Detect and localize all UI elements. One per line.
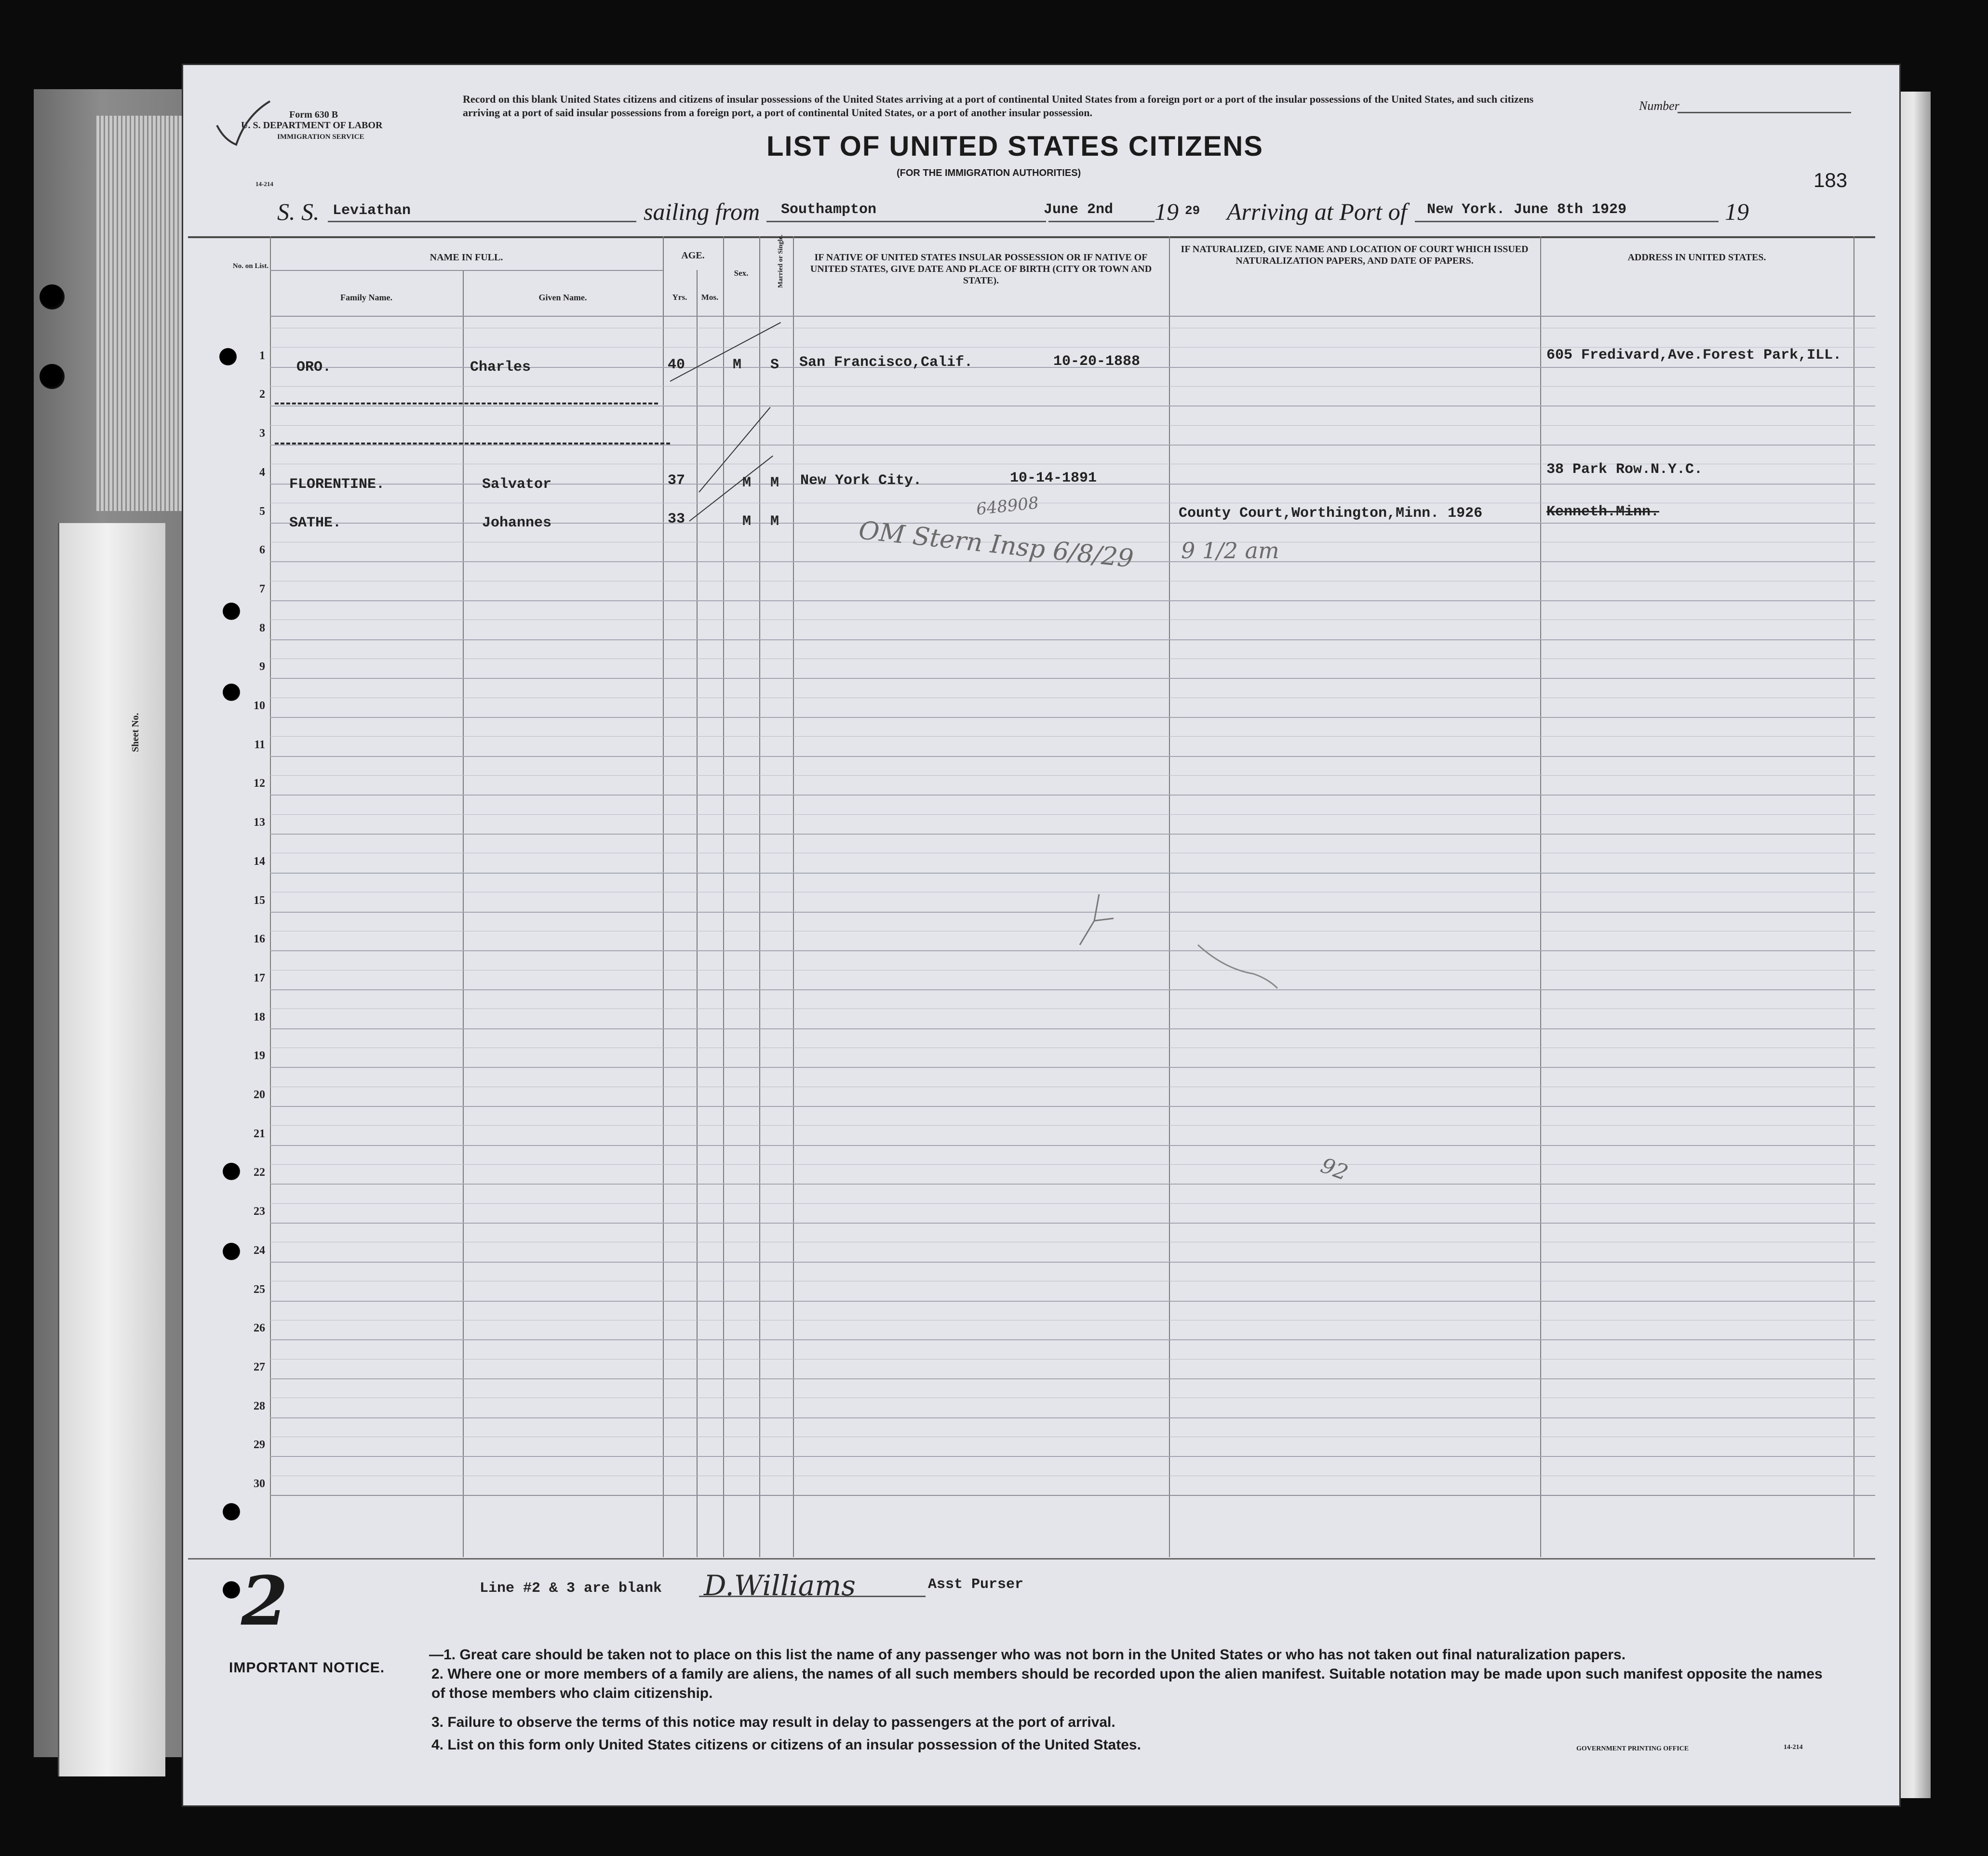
row-number: 13 (254, 816, 265, 829)
entry-5-sex: M (742, 513, 752, 530)
handwritten-number: 648908 (975, 493, 1040, 519)
entry-5-family: SATHE. (289, 515, 342, 531)
manifest-page (183, 65, 1899, 1805)
row-number: 3 (259, 427, 265, 440)
punch-hole (223, 1503, 240, 1520)
form-number: Form 630 B (289, 109, 338, 120)
header-naturalized: IF NATURALIZED, GIVE NAME AND LOCATION OF COURT WHICH ISSUED NATURALIZATION PAPERS, AND DATE OF PAPERS. (1181, 244, 1529, 266)
form-instructions: Record on this blank United States citizens and citizens of insular possessions of the United States arriving at a port of continental United States from a foreign port or a port of the insular possessions of the United States, and such citizens arriving at a port of said insular possessions from a foreign port, a port of continental United States, or a port of another insular possession. (463, 93, 1534, 119)
signature-line (699, 1591, 926, 1597)
purser-signature: D.Williams (704, 1569, 856, 1602)
entry-5-address: Kenneth.Minn. (1546, 504, 1660, 520)
header-sex: Sex. (734, 269, 749, 278)
entry-1-address: 605 Fredivard,Ave.Forest Park,ILL. (1546, 347, 1842, 363)
col-divider (463, 270, 464, 1557)
printer-name: GOVERNMENT PRINTING OFFICE (1576, 1745, 1689, 1752)
punch-hole (223, 684, 240, 701)
sheet-number: 183 (1813, 169, 1848, 191)
entry-1-age: 40 (668, 357, 685, 373)
row-number: 26 (254, 1322, 265, 1334)
header-yrs: Yrs. (672, 293, 687, 302)
notice-item-1: —1. Great care should be taken not to place on this list the name of any passenger who was not born in the United States or who has not taken out final naturalization papers. (429, 1647, 1626, 1663)
row-number: 10 (254, 699, 265, 712)
form-code: 14-214 (255, 180, 273, 188)
row-number: 22 (254, 1166, 265, 1179)
row-number: 12 (254, 777, 265, 790)
ruled-line (270, 1417, 1875, 1418)
entry-5-age: 33 (668, 511, 685, 527)
entry-4-family: FLORENTINE. (289, 476, 385, 493)
row-number: 14 (254, 855, 265, 868)
punch-hole (219, 348, 237, 365)
ruled-line (270, 1203, 1875, 1204)
punch-hole (223, 1163, 240, 1180)
number-line (1678, 107, 1851, 113)
header-age: AGE. (681, 250, 705, 261)
arrival-port: New York. June 8th 1929 (1427, 202, 1627, 218)
pencil-tick (1075, 892, 1123, 950)
notice-item-4: 4. List on this form only United States citizens or citizens of an insular possession of the United States. (431, 1737, 1141, 1753)
row-number: 1 (259, 350, 265, 362)
entry-4-age: 37 (668, 472, 685, 489)
page-subtitle: (FOR THE IMMIGRATION AUTHORITIES) (897, 168, 1081, 178)
header-rule (270, 270, 663, 271)
row-number: 6 (259, 544, 265, 556)
blank-line-3 (275, 443, 670, 444)
ruled-line (270, 794, 1875, 795)
row-number: 18 (254, 1011, 265, 1023)
punch-hole (40, 364, 65, 389)
entry-4-birthplace: New York City. (800, 472, 922, 489)
table-bottom-rule (188, 1558, 1875, 1560)
sailing-date: June 2nd (1044, 202, 1114, 218)
pencil-stroke (1195, 940, 1282, 998)
ruled-line (270, 989, 1875, 990)
port-from: Southampton (781, 202, 877, 218)
header-address: ADDRESS IN UNITED STATES. (1627, 252, 1766, 263)
punch-hole (40, 284, 65, 309)
ruled-line (270, 425, 1875, 426)
notice-item-2: 2. Where one or more members of a family are aliens, the names of all such members should be recorded upon the alien manifest. Suitable notation may be made upon such manifest opposite the names of those members who claim citizenship. (431, 1666, 1823, 1701)
signer-title: Asst Purser (928, 1576, 1024, 1593)
row-number: 21 (254, 1128, 265, 1140)
ruled-line (270, 1164, 1875, 1165)
check-mark-bottom: 2 (241, 1562, 288, 1641)
ruled-line (270, 444, 1875, 445)
ruled-line (270, 775, 1875, 776)
entry-4-sex: M (742, 475, 752, 491)
ruled-line (270, 405, 1875, 406)
punch-hole (223, 1581, 240, 1599)
row-number: 4 (259, 466, 265, 479)
printer-code: 14-214 (1784, 1744, 1803, 1751)
header-no-on-list: No. on List. (232, 262, 269, 270)
ruled-line (270, 639, 1875, 640)
ruled-line (270, 1125, 1875, 1126)
ruled-line (270, 619, 1875, 620)
row-number: 27 (254, 1361, 265, 1373)
number-label: Number (1639, 99, 1679, 113)
ship-name: Leviathan (333, 202, 411, 219)
row-number: 15 (254, 894, 265, 907)
page-title: LIST OF UNITED STATES CITIZENS (766, 131, 1263, 162)
ruled-line (270, 950, 1875, 951)
entry-4-given: Salvator (482, 476, 552, 493)
row-number: 2 (259, 388, 265, 401)
entry-1-given: Charles (470, 359, 531, 376)
notice-item-3: 3. Failure to observe the terms of this notice may result in delay to passengers at the port of arrival. (431, 1714, 1115, 1730)
ss-label: S. S. (277, 198, 320, 225)
entry-5-naturalization: County Court,Worthington,Minn. 1926 (1179, 505, 1483, 522)
header-bottom-rule (270, 316, 1875, 317)
ruled-line (270, 736, 1875, 737)
ruled-line (270, 1339, 1875, 1340)
entry-1-birthdate: 10-20-1888 (1053, 353, 1141, 370)
year-prefix-2: 19 (1725, 198, 1749, 225)
entry-1-sex: M (733, 357, 742, 373)
ruled-line (270, 600, 1875, 601)
row-number: 7 (259, 583, 265, 595)
row-number: 28 (254, 1400, 265, 1412)
blank-line-2 (275, 403, 658, 404)
ruled-line (270, 814, 1875, 815)
sailing-label: sailing from (644, 198, 760, 225)
row-number: 19 (254, 1049, 265, 1062)
row-number: 20 (254, 1089, 265, 1101)
punch-hole (223, 603, 240, 620)
header-name-in-full: NAME IN FULL. (430, 252, 503, 263)
row-number: 24 (254, 1244, 265, 1257)
row-number: 11 (254, 739, 265, 751)
col-divider (697, 270, 698, 1557)
page-stack-edges (96, 116, 183, 511)
header-mos: Mos. (701, 293, 719, 302)
year-prefix: 19 (1155, 198, 1179, 225)
ruled-line (270, 1028, 1875, 1029)
entry-1-family: ORO. (296, 359, 332, 376)
header-given-name: Given Name. (538, 293, 587, 302)
inspector-note: OM Stern Insp 6/8/29 (857, 516, 1135, 574)
page-mark: 92 (1317, 1153, 1352, 1186)
ruled-line (270, 386, 1875, 387)
punch-hole (223, 1243, 240, 1260)
row-number: 23 (254, 1205, 265, 1218)
entry-5-marital: M (770, 513, 779, 530)
table-top-rule (188, 236, 1875, 238)
blank-lines-note: Line #2 & 3 are blank (480, 1580, 662, 1597)
check-mark-top (207, 96, 275, 154)
entry-4-address: 38 Park Row.N.Y.C. (1546, 461, 1703, 478)
department: U. S. DEPARTMENT OF LABOR (241, 120, 383, 131)
service: IMMIGRATION SERVICE (277, 133, 364, 141)
header-family-name: Family Name. (340, 293, 392, 302)
year-suffix: 29 (1185, 203, 1200, 218)
entry-1-marital: S (770, 357, 779, 373)
ruled-line (270, 1378, 1875, 1379)
binding-strip (58, 523, 165, 1776)
entry-5-given: Johannes (482, 515, 552, 531)
entry-1-birthplace: San Francisco,Calif. (799, 354, 973, 371)
header-birth: IF NATIVE OF UNITED STATES INSULAR POSSESSION OR IF NATIVE OF UNITED STATES, GIVE DATE AND PLACE OF BIRTH (CITY OR TOWN AND STATE). (810, 252, 1152, 286)
sheet-no-label: Sheet No. (130, 713, 141, 752)
row-number: 16 (254, 933, 265, 945)
row-number: 30 (254, 1478, 265, 1490)
row-number: 29 (254, 1439, 265, 1451)
row-number: 17 (254, 972, 265, 984)
row-number: 25 (254, 1283, 265, 1296)
row-number: 5 (259, 505, 265, 518)
entry-4-marital: M (770, 475, 779, 491)
arriving-label: Arriving at Port of (1227, 198, 1407, 225)
inspection-time: 9 1/2 am (1181, 538, 1279, 564)
row-number: 9 (259, 660, 265, 673)
row-rule (270, 1495, 1875, 1496)
notice-label: IMPORTANT NOTICE. (229, 1660, 385, 1676)
entry-4-birthdate: 10-14-1891 (1010, 470, 1097, 486)
header-married: Married or Single. (777, 234, 784, 288)
row-number: 8 (259, 622, 265, 634)
